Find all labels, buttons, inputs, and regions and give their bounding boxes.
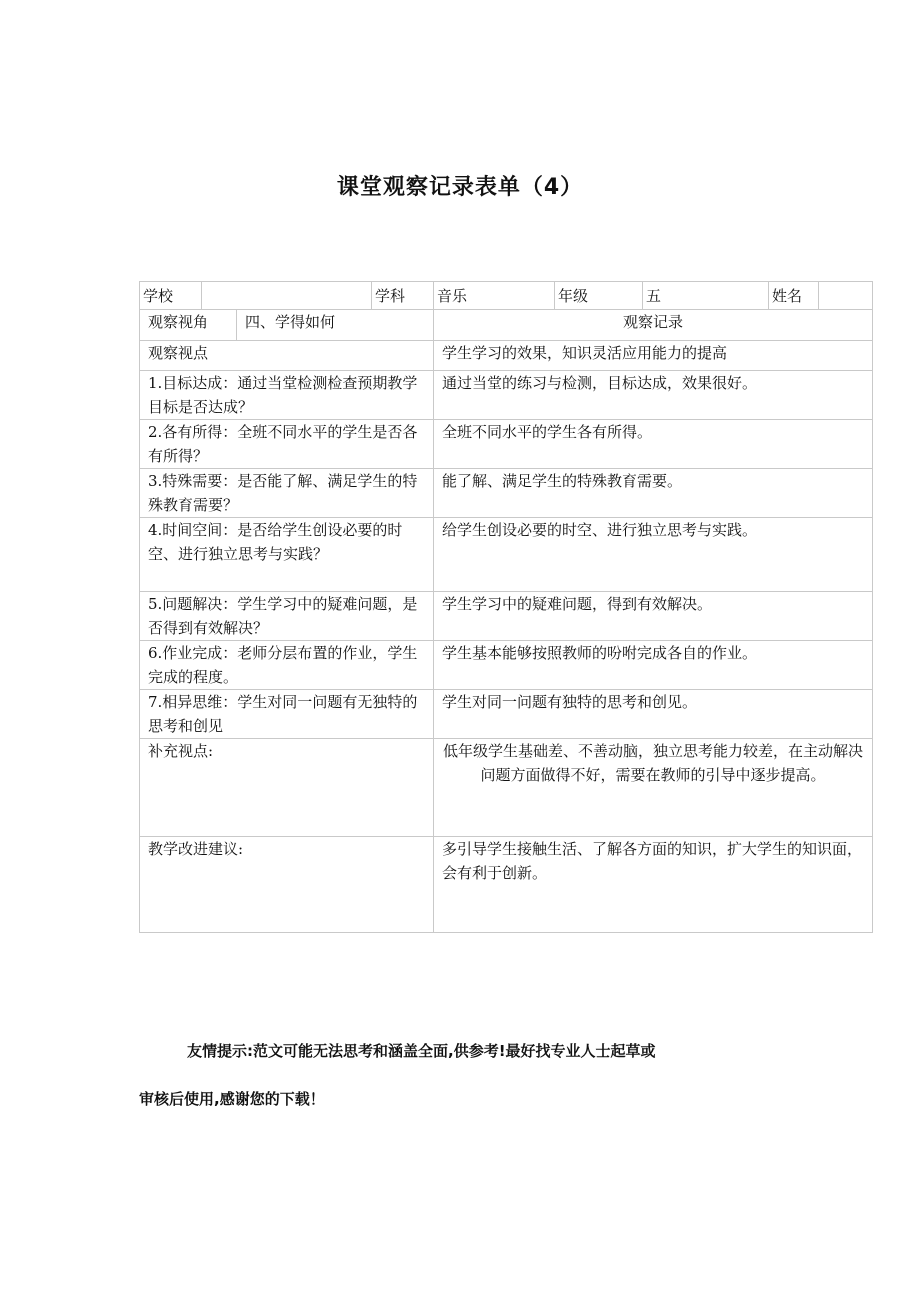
footer-tip-line1: 友情提示:范文可能无法思考和涵盖全面,供参考!最好找专业人士起草或 <box>187 1042 656 1060</box>
item-question: 7.相异思维：学生对同一问题有无独特的思考和创见 <box>140 690 434 739</box>
supplement-label: 补充视点: <box>140 739 434 837</box>
viewpoint-label: 观察视点 <box>140 341 434 371</box>
angle-row <box>140 310 873 341</box>
item-record: 学生基本能够按照教师的吩咐完成各自的作业。 <box>434 641 873 690</box>
item-row <box>140 641 873 690</box>
angle-label: 观察视角 <box>140 310 237 341</box>
item-question: 4.时间空间：是否给学生创设必要的时空、进行独立思考与实践？ <box>140 518 434 592</box>
suggestion-row <box>140 837 873 933</box>
school-value <box>202 282 372 310</box>
page-title: 课堂观察记录表单（4） <box>336 175 584 200</box>
angle-value: 四、学得如何 <box>237 310 434 341</box>
item-question: 6.作业完成：老师分层布置的作业，学生完成的程度。 <box>140 641 434 690</box>
record-header: 观察记录 <box>434 310 873 341</box>
item-row <box>140 518 873 592</box>
school-label: 学校 <box>140 282 202 310</box>
item-row <box>140 371 873 420</box>
name-label: 姓名 <box>769 282 819 310</box>
item-record: 能了解、满足学生的特殊教育需要。 <box>434 469 873 518</box>
item-question: 5.问题解决：学生学习中的疑难问题，是否得到有效解决？ <box>140 592 434 641</box>
subject-value: 音乐 <box>434 282 555 310</box>
viewpoint-row <box>140 341 873 371</box>
header-row <box>140 282 873 310</box>
item-record: 给学生创设必要的时空、进行独立思考与实践。 <box>434 518 873 592</box>
observation-table <box>139 281 873 933</box>
item-row <box>140 469 873 518</box>
subject-label: 学科 <box>372 282 434 310</box>
item-row <box>140 420 873 469</box>
item-question: 2.各有所得：全班不同水平的学生是否各有所得？ <box>140 420 434 469</box>
footer-tip-line2: 审核后使用,感谢您的下载！ <box>139 1090 325 1108</box>
item-record: 学生对同一问题有独特的思考和创见。 <box>434 690 873 739</box>
item-row <box>140 592 873 641</box>
item-record: 通过当堂的练习与检测，目标达成，效果很好。 <box>434 371 873 420</box>
item-question: 3.特殊需要：是否能了解、满足学生的特殊教育需要？ <box>140 469 434 518</box>
supplement-value: 低年级学生基础差、不善动脑，独立思考能力较差，在主动解决问题方面做得不好，需要在教师的引导中逐步提高。 <box>434 739 873 837</box>
item-question: 1.目标达成：通过当堂检测检查预期教学目标是否达成？ <box>140 371 434 420</box>
suggestion-label: 教学改进建议: <box>140 837 434 933</box>
supplement-row <box>140 739 873 837</box>
item-row <box>140 690 873 739</box>
item-record: 全班不同水平的学生各有所得。 <box>434 420 873 469</box>
suggestion-value: 多引导学生接触生活、了解各方面的知识，扩大学生的知识面，会有利于创新。 <box>434 837 873 933</box>
viewpoint-value: 学生学习的效果，知识灵活应用能力的提高 <box>434 341 873 371</box>
grade-value: 五 <box>643 282 769 310</box>
grade-label: 年级 <box>555 282 643 310</box>
name-value <box>819 282 873 310</box>
item-record: 学生学习中的疑难问题，得到有效解决。 <box>434 592 873 641</box>
